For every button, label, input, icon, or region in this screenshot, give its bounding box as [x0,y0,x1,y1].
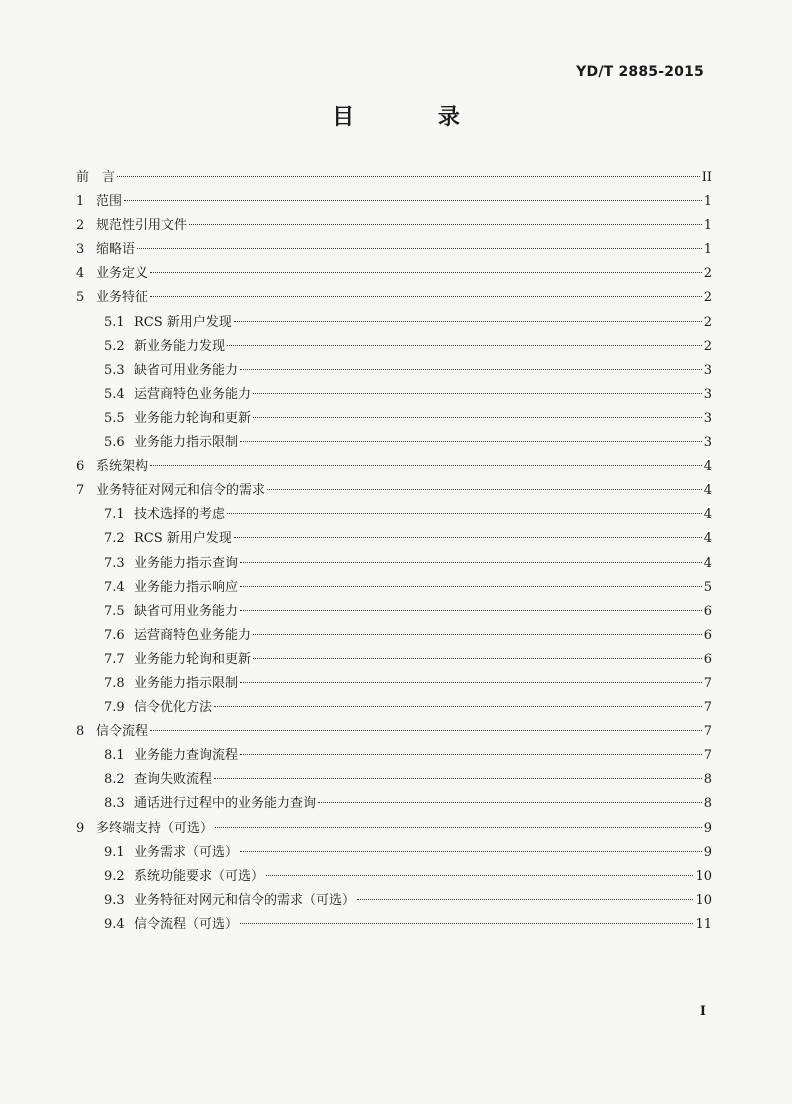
dot-leader [318,802,702,803]
toc-entry-label: 业务能力指示查询 [134,555,239,571]
toc-entry[interactable] [76,238,712,262]
toc-entry[interactable] [76,503,712,527]
toc-entry-page: 4 [703,459,712,475]
toc-entry-label: 业务定义 [96,266,149,282]
dot-leader [234,321,702,322]
dot-leader [240,562,702,563]
toc-entry[interactable] [76,744,712,768]
toc-entry-page: II [701,170,712,185]
toc-entry[interactable] [76,262,712,286]
toc-entry-label: 前 言 [76,170,116,185]
dot-leader [240,610,702,611]
toc-entry[interactable] [76,552,712,576]
toc-entry-page: 10 [695,868,712,884]
toc-entry-number: 5 [76,290,85,306]
toc-entry-page: 7 [703,748,712,764]
toc-entry-page: 9 [703,820,712,836]
toc-entry[interactable] [76,648,712,672]
toc-entry-number: 8.1 [104,748,125,764]
dot-leader [240,441,702,442]
toc-entry-label: 缺省可用业务能力 [134,603,239,619]
toc-entry-label: 业务能力指示限制 [134,435,239,451]
toc-entry-page: 3 [703,435,712,451]
toc-entry-page: 7 [703,724,712,740]
dot-leader [227,513,702,514]
toc-entry-label: 信令优化方法 [134,700,213,716]
dot-leader [253,393,702,394]
document-code: YD/T 2885-2015 [576,64,704,80]
dot-leader [266,875,693,876]
toc-entry-number: 5.2 [104,338,125,354]
dot-leader [267,489,702,490]
toc-entry-number: 7.5 [104,603,125,619]
toc-entry-number: 7.7 [104,651,125,667]
toc-entry-label: 系统架构 [96,459,149,475]
toc-entry[interactable] [76,335,712,359]
toc-entry-label: 系统功能要求（可选） [134,868,265,884]
toc-entry[interactable] [76,190,712,214]
toc-entry-number: 7.8 [104,675,125,691]
toc-entry-number: 7.4 [104,579,125,595]
toc-entry-page: 4 [703,507,712,523]
toc-entry[interactable] [76,431,712,455]
toc-entry-label: 通话进行过程中的业务能力查询 [134,796,317,812]
toc-entry[interactable] [76,600,712,624]
toc-entry[interactable] [76,817,712,841]
toc-entry-number: 4 [76,266,85,282]
toc-entry-page: 6 [703,603,712,619]
dot-leader [150,272,702,273]
dot-leader [253,634,702,635]
toc-entry-page: 10 [695,892,712,908]
toc-entry-page: 2 [703,266,712,282]
toc-entry-number: 7.9 [104,700,125,716]
toc-entry-page: 2 [703,290,712,306]
toc-entry-number: 9 [76,820,85,836]
toc-entry[interactable] [76,576,712,600]
dot-leader [214,778,702,779]
toc-entry-page: 2 [703,338,712,354]
page-title: 目 录 [332,105,498,130]
dot-leader [227,345,702,346]
toc-entry-label: 查询失败流程 [134,772,213,788]
toc-entry-page: 1 [703,194,712,210]
toc-entry-label: 多终端支持（可选） [96,820,214,836]
toc-entry-number: 5.3 [104,362,125,378]
dot-leader [240,923,693,924]
toc-entry-number: 5.4 [104,386,125,402]
toc-entry[interactable] [76,768,712,792]
toc-entry-page: 3 [703,410,712,426]
toc-entry-number: 9.2 [104,868,125,884]
toc-entry-page: 2 [703,314,712,330]
toc-entry[interactable] [76,407,712,431]
toc-entry-label: 信令流程（可选） [134,916,239,932]
toc-entry-page: 4 [703,483,712,499]
toc-entry-number: 9.3 [104,892,125,908]
toc-entry-label: 业务能力轮询和更新 [134,410,252,426]
toc-entry-label: 业务特征 [96,290,149,306]
toc-entry-label: 新业务能力发现 [134,338,226,354]
toc-entry-label: RCS 新用户发现 [134,531,232,547]
dot-leader [357,899,693,900]
toc-entry-number: 3 [76,242,85,258]
toc-entry-page: 6 [703,651,712,667]
toc-entry-label: 业务特征对网元和信令的需求（可选） [134,892,356,908]
toc-entry[interactable] [76,624,712,648]
toc-entry-label: 信令流程 [96,724,149,740]
toc-entry-number: 5.5 [104,410,125,426]
toc-entry-page: 8 [703,796,712,812]
toc-entry-page: 3 [703,386,712,402]
toc-entry[interactable] [76,865,712,889]
dot-leader [124,200,702,201]
toc-entry[interactable] [76,841,712,865]
dot-leader [234,537,702,538]
toc-entry[interactable] [76,166,712,190]
dot-leader [117,176,700,177]
toc-entry-number: 7.6 [104,627,125,643]
toc-entry[interactable] [76,913,712,937]
toc-entry-label: 业务能力指示响应 [134,579,239,595]
toc-entry-label: 业务特征对网元和信令的需求 [96,483,266,499]
toc-entry-number: 8.2 [104,772,125,788]
toc-entry-number: 8.3 [104,796,125,812]
toc-entry-page: 7 [703,675,712,691]
toc-entry-number: 8 [76,724,85,740]
toc-entry-page: 4 [703,531,712,547]
dot-leader [189,224,702,225]
toc-entry-page: 8 [703,772,712,788]
toc-entry-number: 5.6 [104,435,125,451]
toc-entry[interactable] [76,455,712,479]
toc-entry-number: 7.2 [104,531,125,547]
toc-entry-label: 规范性引用文件 [96,218,188,234]
toc-entry-label: 技术选择的考虑 [134,507,226,523]
toc-entry-number: 1 [76,194,85,210]
toc-entry[interactable] [76,672,712,696]
toc-entry-page: 1 [703,218,712,234]
dot-leader [253,417,702,418]
toc-entry-page: 1 [703,242,712,258]
toc-entry-page: 9 [703,844,712,860]
toc-entry[interactable] [76,479,712,503]
toc-entry[interactable] [76,792,712,816]
toc-entry-label: 缩略语 [96,242,136,258]
dot-leader [240,851,702,852]
toc-entry-page: 6 [703,627,712,643]
dot-leader [215,827,702,828]
toc-entry-page: 7 [703,700,712,716]
toc-entry-page: 4 [703,555,712,571]
dot-leader [240,754,702,755]
toc-entry-label: 缺省可用业务能力 [134,362,239,378]
dot-leader [214,706,702,707]
toc-entry-label: 运营商特色业务能力 [134,386,252,402]
toc-entry-number: 7.1 [104,507,125,523]
toc-entry-number: 9.4 [104,916,125,932]
dot-leader [240,369,702,370]
toc-entry-number: 5.1 [104,314,125,330]
page-number: I [699,1004,706,1019]
toc-entry-label: 业务能力指示限制 [134,675,239,691]
toc-entry-number: 2 [76,218,85,234]
toc-entry[interactable] [76,720,712,744]
dot-leader [137,248,702,249]
toc-entry-number: 6 [76,459,85,475]
table-of-contents [76,166,712,937]
toc-entry-label: 业务能力查询流程 [134,748,239,764]
dot-leader [253,658,702,659]
toc-entry[interactable] [76,311,712,335]
toc-entry[interactable] [76,889,712,913]
toc-entry-label: 业务能力轮询和更新 [134,651,252,667]
dot-leader [240,586,702,587]
toc-entry-label: 范围 [96,194,123,210]
toc-entry-number: 7 [76,483,85,499]
toc-entry[interactable] [76,696,712,720]
toc-entry[interactable] [76,359,712,383]
toc-entry-number: 9.1 [104,844,125,860]
toc-entry[interactable] [76,214,712,238]
toc-entry-label: 运营商特色业务能力 [134,627,252,643]
toc-entry-label: 业务需求（可选） [134,844,239,860]
toc-entry-page: 3 [703,362,712,378]
dot-leader [150,730,702,731]
dot-leader [150,465,702,466]
toc-entry[interactable] [76,383,712,407]
toc-entry[interactable] [76,527,712,551]
toc-entry[interactable] [76,286,712,310]
dot-leader [240,682,702,683]
dot-leader [150,296,702,297]
toc-entry-page: 11 [695,916,712,932]
toc-entry-label: RCS 新用户发现 [134,314,232,330]
toc-entry-page: 5 [703,579,712,595]
toc-entry-number: 7.3 [104,555,125,571]
